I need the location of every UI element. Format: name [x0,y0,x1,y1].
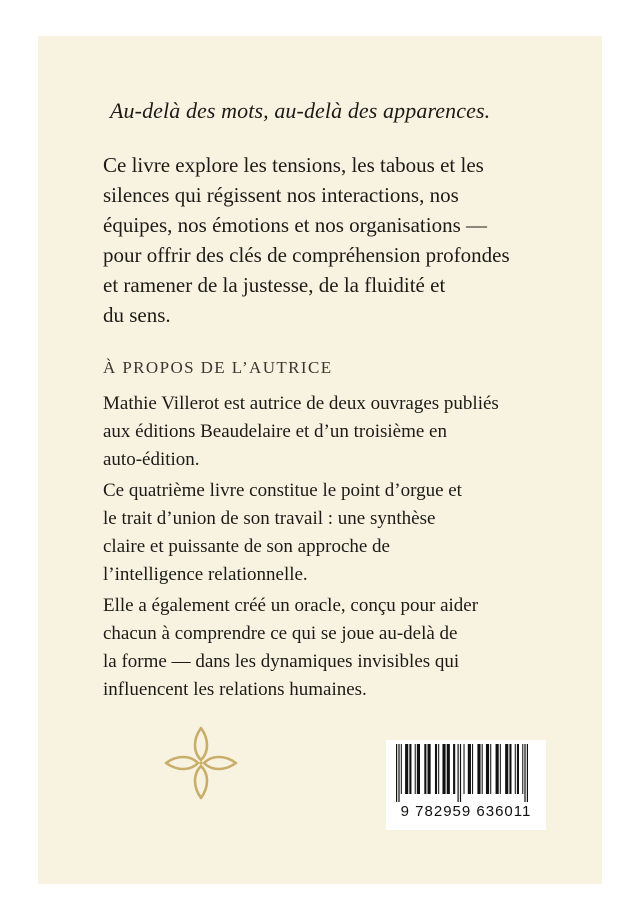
barcode-bar [453,744,455,794]
bio-paragraph-3 [103,592,478,704]
barcode-bar [405,744,408,794]
barcode-bar [428,744,431,794]
isbn-barcode [386,740,546,830]
barcode-bars [386,740,546,804]
intro-line: Ce livre explore les tensions, les tabous et les [103,153,484,177]
barcode-bar [401,744,402,794]
about-author-heading: À PROPOS DE L’AUTRICE [103,358,333,377]
bio-line: le trait d’union de son travail : une synthèse [103,508,436,529]
bio-line: l’intelligence relationnelle. [103,564,308,585]
barcode-bar [409,744,411,794]
intro-line: équipes, nos émotions et nos organisations — [103,213,487,237]
bio-line: chacun à comprendre ce qui se joue au-delà de [103,623,458,644]
bio-line: aux éditions Beaudelaire et d’un troisième en [103,421,447,442]
barcode-bar [472,744,473,794]
barcode-bar [458,744,459,802]
barcode-bar [524,744,525,802]
barcode-bar [515,744,516,794]
bio-paragraph-2 [103,477,462,589]
tagline: Au-delà des mots, au-delà des apparences. [110,98,491,123]
barcode-bar [415,744,416,794]
intro-line: silences qui régissent nos interactions, nos [103,183,459,207]
intro-line: du sens. [103,303,171,327]
barcode-bar [482,744,483,794]
barcode-bar [486,744,489,794]
bio-line: claire et puissante de son approche de [103,536,390,557]
isbn-digits: 9 782959 636011 [400,803,532,820]
bio-line: la forme — dans les dynamiques invisibles qui [103,651,460,672]
four-petal-flower-icon [162,724,240,802]
bio-paragraph-1 [103,390,499,474]
barcode-bar [505,744,508,794]
barcode-bar [460,744,461,802]
bio-line: auto-édition. [103,449,200,470]
intro-line: et ramener de la justesse, de la fluidité et [103,273,446,297]
barcode-bar [435,744,437,794]
bio-line: Ce quatrième livre constitue le point d’orgue et [103,480,462,501]
barcode-bar [468,744,471,794]
barcode-bar [417,744,420,794]
barcode-bar [442,744,445,794]
barcode-bar [424,744,426,794]
barcode-bar [396,744,397,802]
barcode-bar [517,744,519,794]
intro-line: pour offrir des clés de compréhension profondes [103,243,510,267]
bio-line: Mathie Villerot est autrice de deux ouvrages publiés [103,393,499,414]
barcode-bar [496,744,499,794]
barcode-bar [464,744,465,794]
barcode-bar [509,744,511,794]
barcode-bar [438,744,439,794]
barcode-bar [500,744,501,794]
barcode-bar [522,744,523,794]
intro-paragraph [103,150,510,330]
barcode-bar [477,744,480,794]
bio-line: Elle a également créé un oracle, conçu pour aider [103,595,479,616]
barcode-bar [490,744,491,794]
bio-line: influencent les relations humaines. [103,679,367,700]
barcode-bar [447,744,450,794]
barcode-bar [527,744,528,802]
barcode-bar [398,744,399,802]
